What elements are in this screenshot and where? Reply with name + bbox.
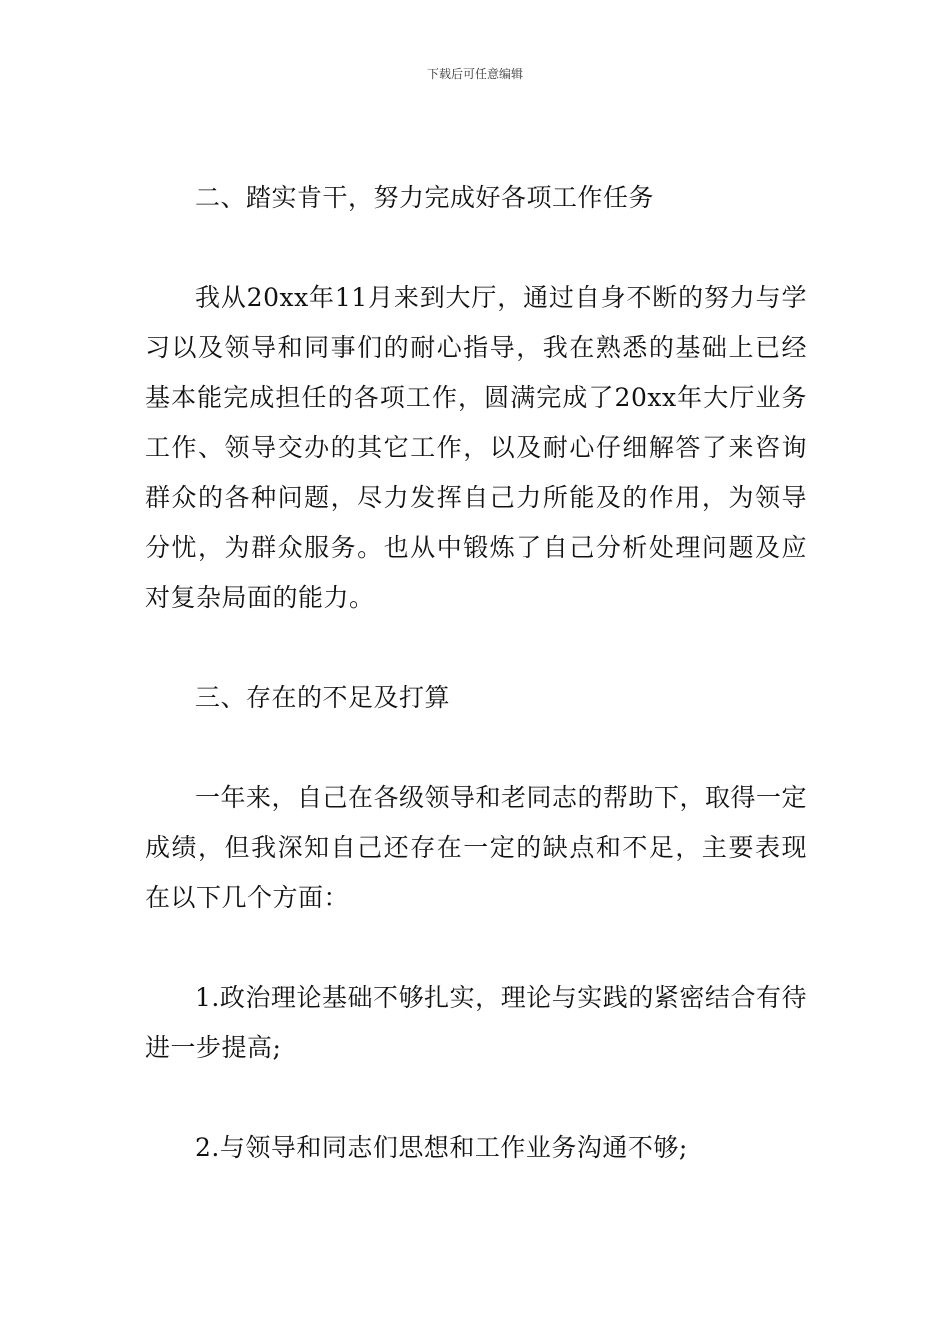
section-heading-3: 三、存在的不足及打算 [195, 683, 451, 712]
list-item-1: 1.政治理论基础不够扎实，理论与实践的紧密结合有待进一步提高; [145, 983, 807, 1062]
section-body-3: 一年来，自己在各级领导和老同志的帮助下，取得一定成绩，但我深知自己还存在一定的缺点和不足，主要表现在以下几个方面： [145, 783, 808, 912]
page-header: 下载后可任意编辑 [426, 67, 523, 81]
list-item-2: 2.与领导和同志们思想和工作业务沟通不够; [195, 1133, 688, 1162]
document-body [145, 173, 807, 1223]
section-heading-2: 二、踏实肯干，努力完成好各项工作任务 [195, 183, 655, 212]
section-body-2: 我从20xx年11月来到大厅，通过自身不断的努力与学习以及领导和同事们的耐心指导，我在熟悉的基础上已经基本能完成担任的各项工作，圆满完成了20xx年大厅业务工作、领导交办的其它工作，以及耐心仔细解答了来咨询群众的各种问题，尽力发挥自己力所能及的作用，为领导分忧，为群众服务。也从中锻炼了自己分析处理问题及应对复杂局面的能力。 [145, 283, 807, 612]
